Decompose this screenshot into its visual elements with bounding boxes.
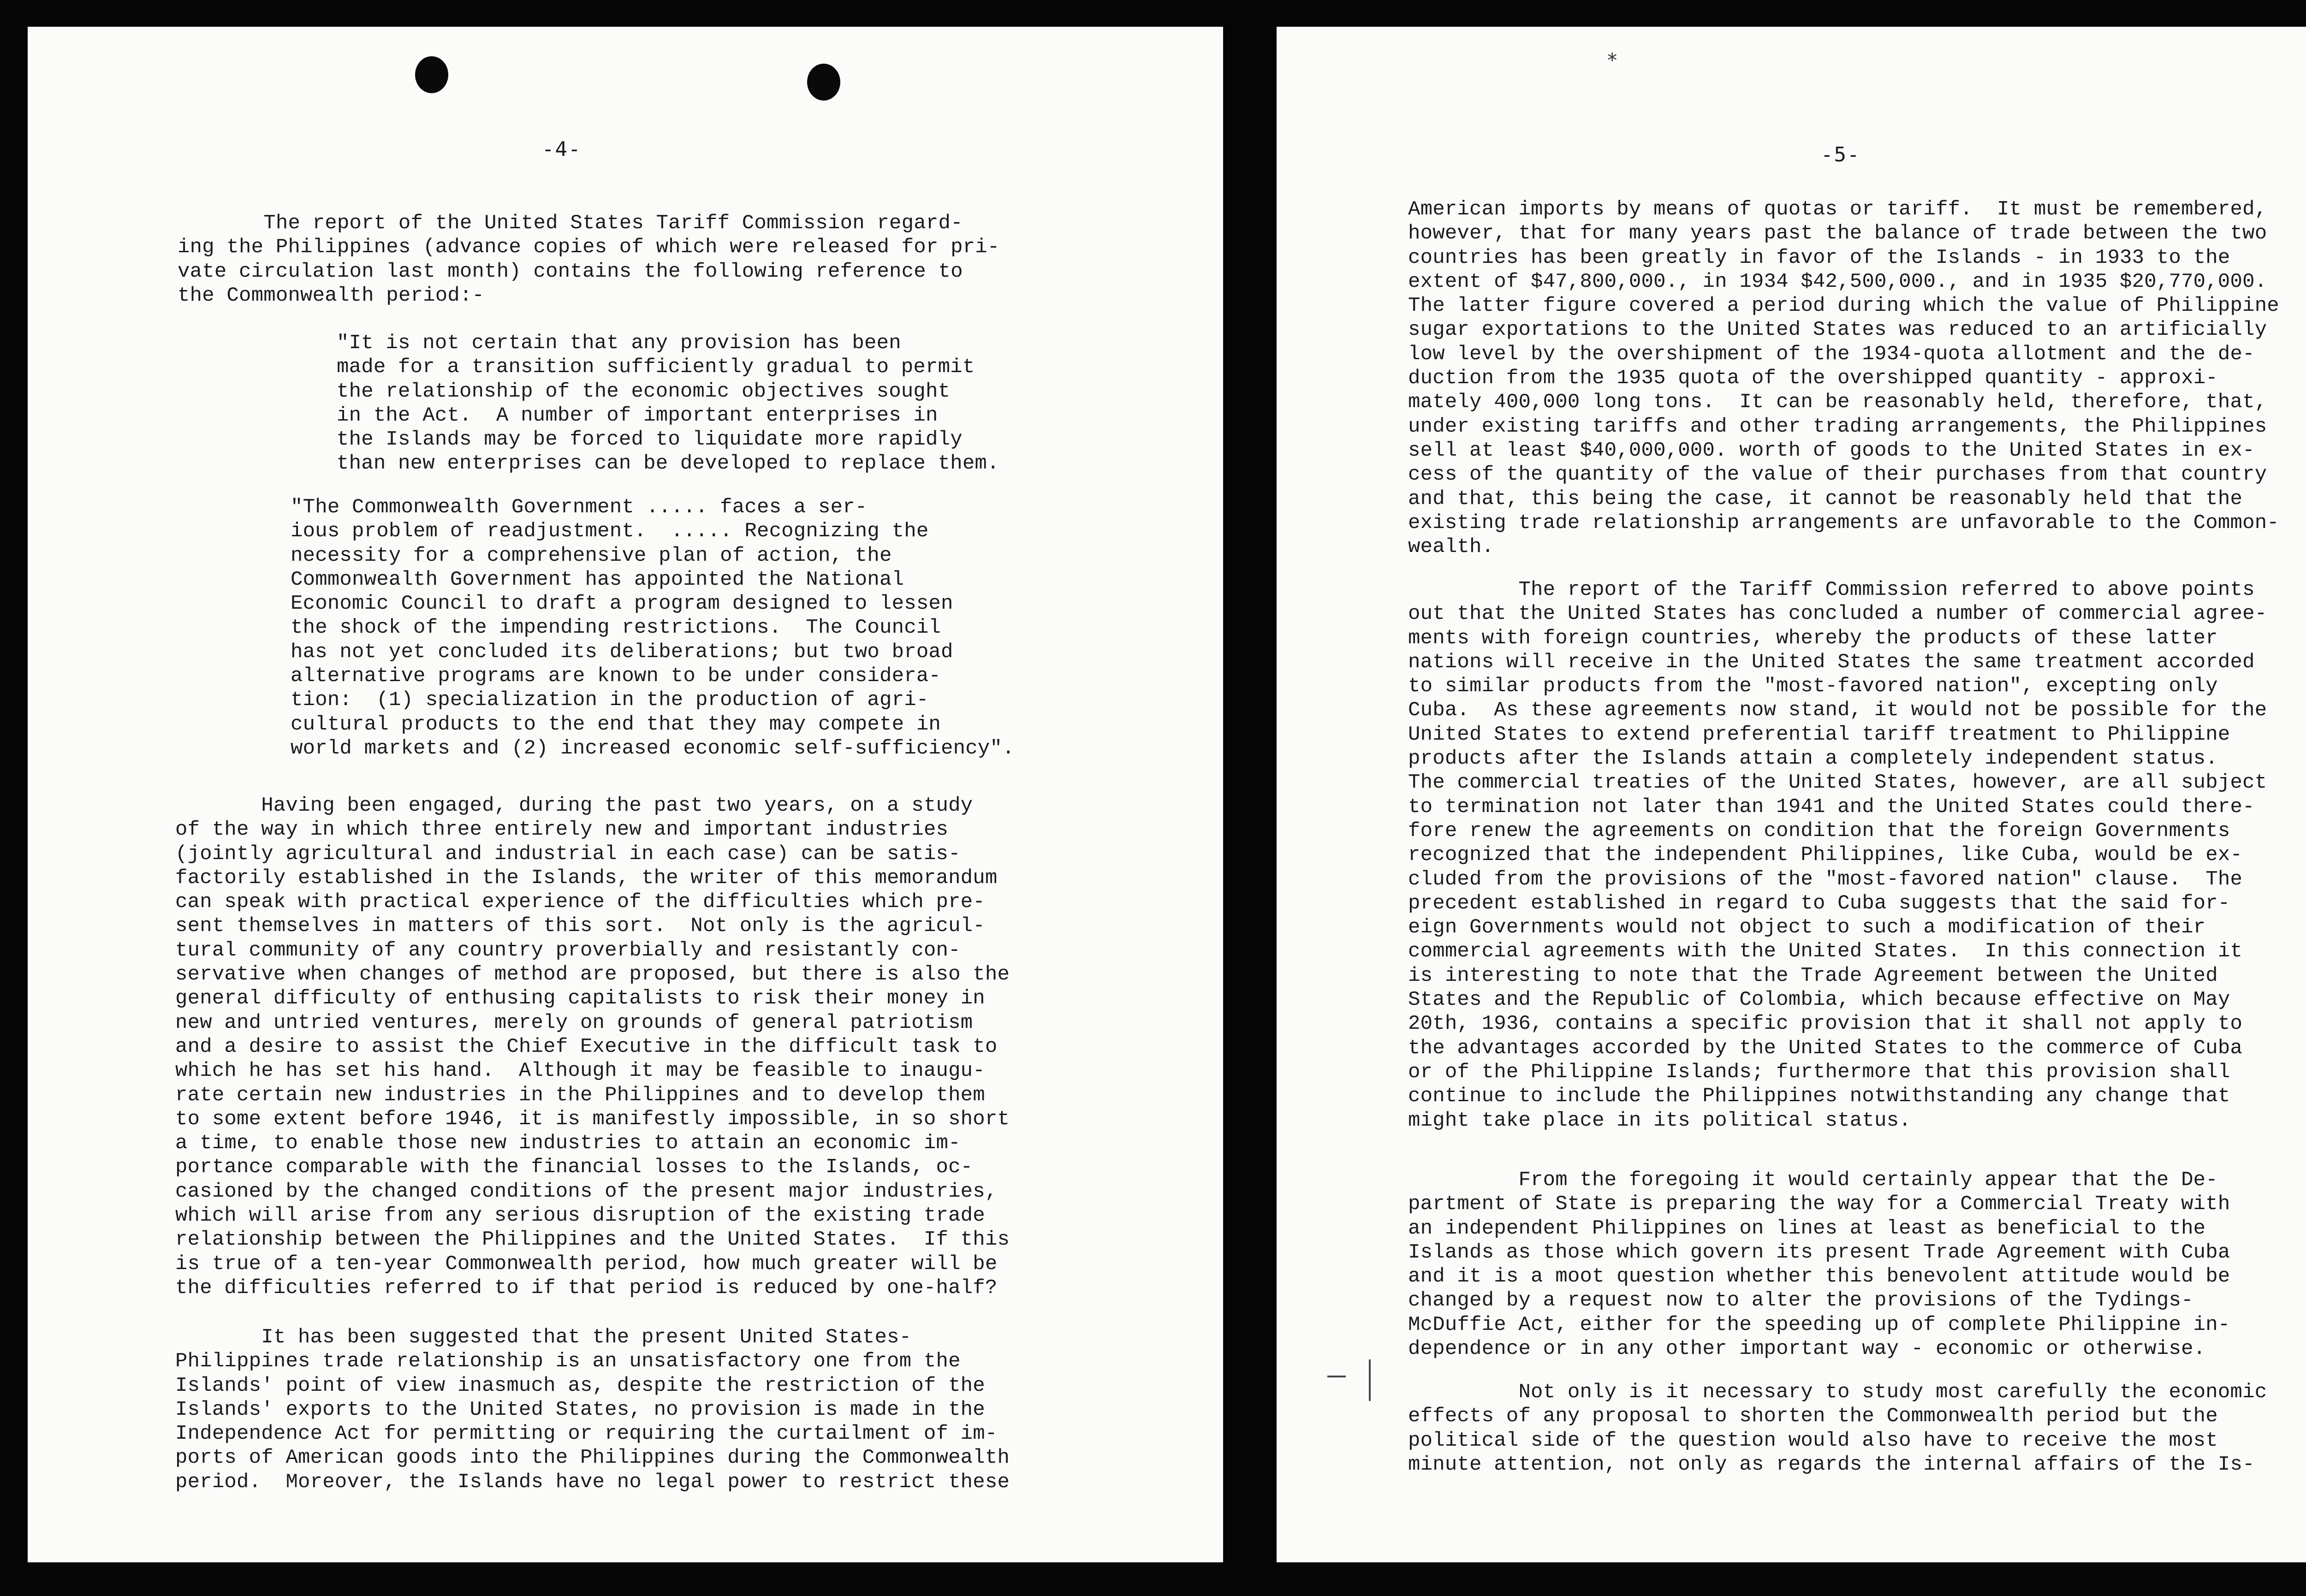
- page-left: [28, 27, 1223, 1562]
- paragraph: The report of the Tariff Commission referred to above points out that the United States has concluded a number of commercial agree- ments with foreign countries, whereby the products of these latter nations will receive in the United States the same treatment accorded to similar products from the "most-favored nation", excepting only Cuba. As these agreements now stand, it would not be possible for the United States to extend preferential tariff treatment to Philippine products after the Islands attain a completely independent status. The commercial treaties of the United States, however, are all subject to termination not later than 1941 and the United States could there- fore renew the agreements on condition that the foreign Governments recognized that the independent Philippines, like Cuba, would be ex- cluded from the provisions of the "most-favored nation" clause. The precedent established in regard to Cuba suggests that the said for- eign Governments would not object to such a modification of their commercial agreements with the United States. In this connection it is interesting to note that the Trade Agreement between the United States and the Republic of Colombia, which because effective on May 20th, 1936, contains a specific provision that it shall not apply to the advantages accorded by the United States to the commerce of Cuba or of the Philippine Islands; furthermore that this provision shall continue to include the Philippines notwithstanding any change that might take place in its political status.: [1408, 578, 2267, 1132]
- punch-hole: [415, 56, 448, 93]
- page-number: -5-: [1821, 143, 1860, 166]
- block-quote: "The Commonwealth Government ..... faces a ser- ious problem of readjustment. ..... Recognizing the necessity for a comprehensive plan of action, the Commonwealth Government has appointed the National Economic Council to draft a program designed to lessen the shock of the impending restrictions. The Council has not yet concluded its deliberations; but two broad alternative programs are known to be under considera- tion: (1) specialization in the production of agri- cultural products to the end that they may compete in world markets and (2) increased economic self-sufficiency".: [291, 496, 1015, 760]
- paragraph: American imports by means of quotas or tariff. It must be remembered, however, that for many years past the balance of trade between the two countries has been greatly in favor of the Islands - in 1933 to the extent of $47,800,000., in 1934 $42,500,000., and in 1935 $20,770,000. The latter figure covered a period during which the value of Philippine sugar exportations to the United States was reduced to an artificially low level by the overshipment of the 1934-quota allotment and the de- duction from the 1935 quota of the overshipped quantity - approxi- mately 400,000 long tons. It can be reasonably held, therefore, that, under existing tariffs and other trading arrangements, the Philippines sell at least $40,000,000. worth of goods to the United States in ex- cess of the quantity of the value of their purchases from that country and that, this being the case, it cannot be reasonably held that the existing trade relationship arrangements are unfavorable to the Common- wealth.: [1408, 198, 2279, 559]
- paragraph: It has been suggested that the present United States- Philippines trade relationship is an unsatisfactory one from the Islands' point of view inasmuch as, despite the restriction of the Islands' exports to the United States, no provision is made in the Independence Act for permitting or requiring the curtailment of im- ports of American goods into the Philippines during the Commonwealth period. Moreover, the Islands have no legal power to restrict these: [175, 1326, 1010, 1494]
- page-number: -4-: [542, 137, 582, 161]
- page-right: [1277, 27, 2306, 1562]
- paragraph: Having been engaged, during the past two years, on a study of the way in which three entirely new and important industries (jointly agricultural and industrial in each case) can be satis- factorily established in the Islands, the writer of this memorandum can speak with practical experience of the difficulties which pre- sent themselves in matters of this sort. Not only is the agricul- tural community of any country proverbially and resistantly con- servative when changes of method are proposed, but there is also the general difficulty of enthusing capitalists to risk their money in new and untried ventures, merely on grounds of general patriotism and a desire to assist the Chief Executive in the difficult task to which he has set his hand. Although it may be feasible to inaugu- rate certain new industries in the Philippines and to develop them to some extent before 1946, it is manifestly impossible, in so short a time, to enable those new industries to attain an economic im- portance comparable with the financial losses to the Islands, oc- casioned by the changed conditions of the present major industries, which will arise from any serious disruption of the existing trade relationship between the Philippines and the United States. If this is true of a ten-year Commonwealth period, how much greater will be the difficulties referred to if that period is reduced by one-half?: [175, 794, 1010, 1299]
- stray-mark: *: [1606, 49, 1618, 71]
- paragraph: Not only is it necessary to study most carefully the economic effects of any proposal to shorten the Commonwealth period but the political side of the question would also have to receive the most minute attention, not only as regards the internal affairs of the Is-: [1408, 1381, 2267, 1476]
- margin-mark: [1369, 1359, 1371, 1401]
- block-quote: "It is not certain that any provision has been made for a transition sufficiently gradual to permit the relationship of the economic objectives sought in the Act. A number of important enterprises in the Islands may be forced to liquidate more rapidly than new enterprises can be developed to replace them.: [337, 332, 999, 475]
- punch-hole: [807, 64, 840, 101]
- paragraph: From the foregoing it would certainly appear that the De- partment of State is preparing the way for a Commercial Treaty with an independent Philippines on lines at least as beneficial to the Islands as those which govern its present Trade Agreement with Cuba and it is a moot question whether this benevolent attitude would be changed by a request now to alter the provisions of the Tydings- McDuffie Act, either for the speeding up of complete Philippine in- dependence or in any other important way - economic or otherwise.: [1408, 1169, 2230, 1361]
- paragraph: The report of the United States Tariff Commission regard- ing the Philippines (advance copies of which were released for pri- vate circulation last month) contains the following reference to the Commonwealth period:-: [178, 212, 1000, 307]
- margin-mark: [1327, 1376, 1346, 1377]
